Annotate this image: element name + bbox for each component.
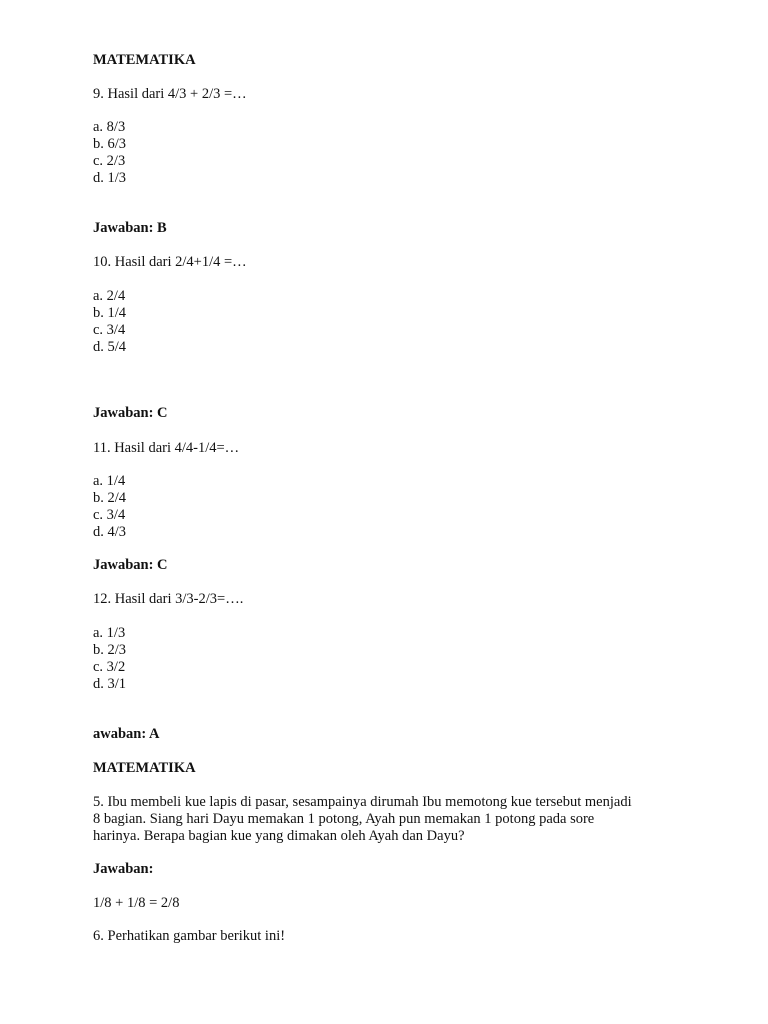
q10-option-b: b. 1/4: [93, 305, 127, 321]
q9-option-b: b. 6/3: [93, 136, 127, 152]
q5-answer-value: 1/8 + 1/8 = 2/8: [93, 895, 180, 911]
q12-option-a: a. 1/3: [93, 625, 126, 641]
q10-option-c: c. 3/4: [93, 322, 126, 338]
q12-answer: awaban: A: [93, 726, 160, 742]
q12-option-c: c. 3/2: [93, 659, 126, 675]
question-5-line-2: 8 bagian. Siang hari Dayu memakan 1 potong, Ayah pun memakan 1 potong pada sore: [93, 811, 595, 827]
q9-option-d: d. 1/3: [93, 170, 127, 186]
question-5-line-1: 5. Ibu membeli kue lapis di pasar, sesampainya dirumah Ibu memotong kue tersebut menjadi: [93, 794, 632, 810]
question-10: 10. Hasil dari 2/4+1/4 =…: [93, 254, 247, 270]
q11-option-a: a. 1/4: [93, 473, 126, 489]
q11-option-c: c. 3/4: [93, 507, 126, 523]
question-5-line-3: harinya. Berapa bagian kue yang dimakan oleh Ayah dan Dayu?: [93, 828, 465, 844]
q5-answer-label: Jawaban:: [93, 861, 154, 877]
q12-option-d: d. 3/1: [93, 676, 127, 692]
q9-answer: Jawaban: B: [93, 220, 167, 236]
q11-answer: Jawaban: C: [93, 557, 168, 573]
q11-option-d: d. 4/3: [93, 524, 127, 540]
q11-option-b: b. 2/4: [93, 490, 127, 506]
q12-option-b: b. 2/3: [93, 642, 127, 658]
q10-option-d: d. 5/4: [93, 339, 127, 355]
question-6: 6. Perhatikan gambar berikut ini!: [93, 928, 286, 944]
q9-option-c: c. 2/3: [93, 153, 126, 169]
heading-matematika-2: MATEMATIKA: [93, 760, 196, 776]
q10-answer: Jawaban: C: [93, 405, 168, 421]
heading-matematika-1: MATEMATIKA: [93, 52, 196, 68]
q10-option-a: a. 2/4: [93, 288, 126, 304]
q9-option-a: a. 8/3: [93, 119, 126, 135]
question-9: 9. Hasil dari 4/3 + 2/3 =…: [93, 86, 247, 102]
question-12: 12. Hasil dari 3/3-2/3=….: [93, 591, 244, 607]
question-11: 11. Hasil dari 4/4-1/4=…: [93, 440, 240, 456]
